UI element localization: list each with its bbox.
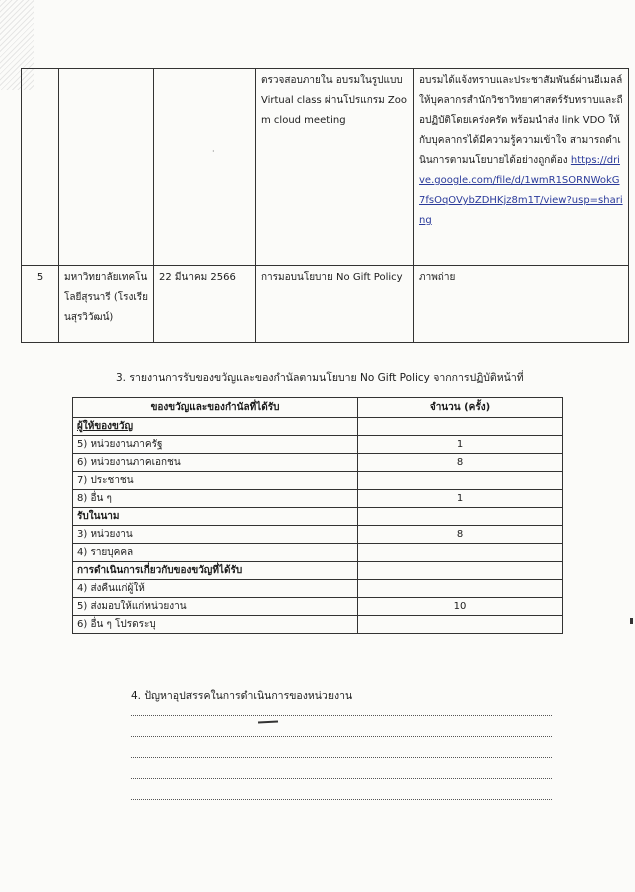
header-count: จำนวน (ครั้ง) [358, 398, 563, 418]
table-row [73, 436, 563, 454]
row-label: 3) หน่วยงาน [73, 526, 358, 544]
row-label: 5) ส่งมอบให้แก่หน่วยงาน [73, 598, 358, 616]
answer-line [131, 798, 552, 800]
row-label: 5) หน่วยงานภาครัฐ [73, 436, 358, 454]
cell-no: 5 [22, 266, 59, 343]
row-value: 10 [358, 598, 563, 616]
table-row [73, 616, 563, 634]
cell-activity: การมอบนโยบาย No Gift Policy [256, 266, 414, 343]
table-row [73, 580, 563, 598]
group-row [73, 508, 563, 526]
row-label: 6) อื่น ๆ โปรดระบุ [73, 616, 358, 634]
cell-date [154, 69, 256, 266]
group-title: ผู้ให้ของขวัญ [73, 418, 358, 436]
cell-activity: ตรวจสอบภายใน อบรมในรูปแบบ Virtual class ผ่านโปรแกรม Zoom cloud meeting [256, 69, 414, 266]
row-value: 8 [358, 526, 563, 544]
group-count [358, 562, 563, 580]
header-item: ของขวัญและของกำนัลที่ได้รับ [73, 398, 358, 418]
table-row [73, 598, 563, 616]
gift-report-table [72, 397, 563, 634]
table-row [73, 544, 563, 562]
group-title: รับในนาม [73, 508, 358, 526]
row-value [358, 544, 563, 562]
row-label: 4) ส่งคืนแก่ผู้ให้ [73, 580, 358, 598]
result-text: อบรมได้แจ้งทราบและประชาสัมพันธ์ผ่านอีเมลล์ให้บุคลากรสำนักวิชาวิทยาศาสตร์รับทราบและถือปฏิบัติโดยเคร่งครัด พร้อมนำส่ง link VDO ให้กับบุคลากรได้มีความรู้ความเข้าใจ สามารถดำเนินการตามนโยบายได้อย่างถูกต้อง [419, 75, 623, 166]
row-label: 6) หน่วยงานภาคเอกชน [73, 454, 358, 472]
activity-table [21, 68, 629, 343]
cell-date: 22 มีนาคม 2566 [154, 266, 256, 343]
row-label: 4) รายบุคคล [73, 544, 358, 562]
scan-speck: · [212, 147, 215, 156]
answer-line [131, 735, 552, 737]
row-value: 1 [358, 490, 563, 508]
row-value: 1 [358, 436, 563, 454]
group-row [73, 562, 563, 580]
row-value [358, 472, 563, 490]
group-row [73, 418, 563, 436]
answer-line [131, 756, 552, 758]
table-row [22, 69, 629, 266]
table-row [73, 472, 563, 490]
answer-line [131, 777, 552, 779]
cell-result [414, 69, 629, 266]
table-header-row [73, 398, 563, 418]
row-label: 7) ประชาชน [73, 472, 358, 490]
group-count [358, 508, 563, 526]
table-row [22, 266, 629, 343]
group-count [358, 418, 563, 436]
group-title: การดำเนินการเกี่ยวกับของขวัญที่ได้รับ [73, 562, 358, 580]
answer-line [131, 714, 552, 716]
table-row [73, 526, 563, 544]
table-row [73, 490, 563, 508]
section4-heading: 4. ปัญหาอุปสรรคในการดำเนินการของหน่วยงาน [131, 690, 353, 702]
row-value [358, 616, 563, 634]
row-value [358, 580, 563, 598]
table-row [73, 454, 563, 472]
cell-org: มหาวิทยาลัยเทคโนโลยีสุรนารี (โรงเรียนสุรวิวัฒน์) [59, 266, 154, 343]
drive-link[interactable]: https://drive.google.com/file/d/1wmR1SORNWokG7fsOqOVybZDHKjz8m1T/view?usp=sharing [419, 155, 623, 226]
row-label: 8) อื่น ๆ [73, 490, 358, 508]
handwritten-dash [258, 720, 278, 723]
cell-result: ภาพถ่าย [414, 266, 629, 343]
cell-no [22, 69, 59, 266]
scan-edge-mark [630, 618, 633, 624]
section3-heading: 3. รายงานการรับของขวัญและของกำนัลตามนโยบาย No Gift Policy จากการปฏิบัติหน้าที่ [116, 372, 524, 384]
row-value: 8 [358, 454, 563, 472]
cell-org [59, 69, 154, 266]
